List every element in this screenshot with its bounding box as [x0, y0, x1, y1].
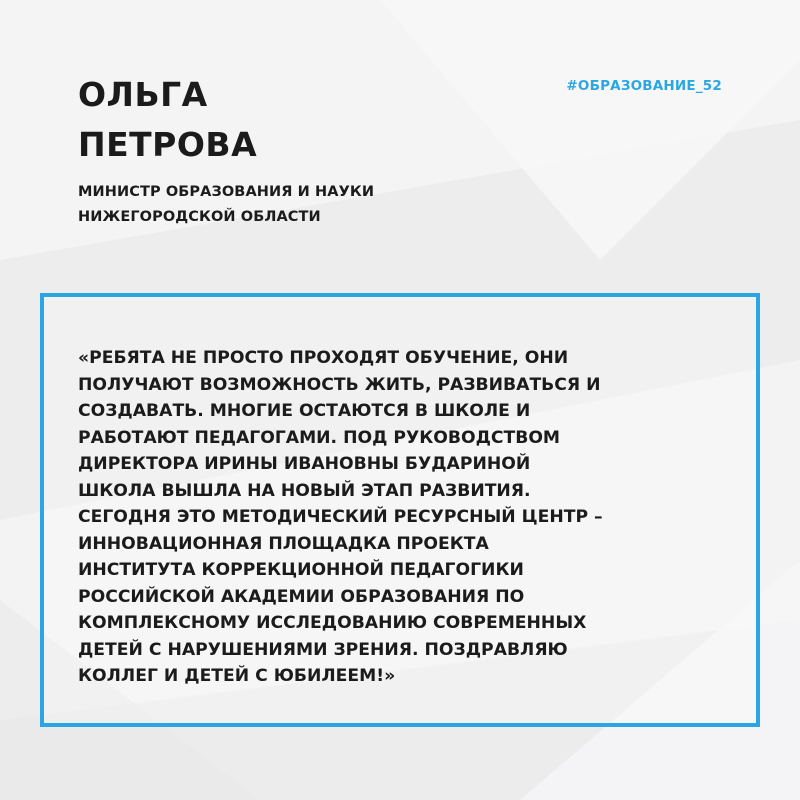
quote-line: КОЛЛЕГ И ДЕТЕЙ С ЮБИЛЕЕМ!» [78, 666, 396, 686]
quote-line: РОССИЙСКОЙ АКАДЕМИИ ОБРАЗОВАНИЯ ПО [78, 586, 525, 607]
name-line: ОЛЬГА [78, 75, 208, 114]
position-line: МИНИСТР ОБРАЗОВАНИЯ И НАУКИ [78, 184, 375, 200]
quote-line: ПОЛУЧАЮТ ВОЗМОЖНОСТЬ ЖИТЬ, РАЗВИВАТЬСЯ И [78, 374, 601, 395]
quote-line: КОМПЛЕКСНОМУ ИССЛЕДОВАНИЮ СОВРЕМЕННЫХ [78, 613, 587, 633]
quote-line: ШКОЛА ВЫШЛА НА НОВЫЙ ЭТАП РАЗВИТИЯ. [78, 480, 531, 501]
person-position [78, 180, 538, 230]
hashtag: #ОБРАЗОВАНИЕ_52 [566, 78, 722, 94]
quote-line: «РЕБЯТА НЕ ПРОСТО ПРОХОДЯТ ОБУЧЕНИЕ, ОНИ [78, 348, 569, 368]
quote-line: РАБОТАЮТ ПЕДАГОГАМИ. ПОД РУКОВОДСТВОМ [78, 427, 561, 448]
quote-line: ИНСТИТУТА КОРРЕКЦИОННОЙ ПЕДАГОГИКИ [78, 560, 524, 580]
position-line: НИЖЕГОРОДСКОЙ ОБЛАСТИ [78, 209, 321, 225]
quote-line: ИННОВАЦИОННАЯ ПЛОЩАДКА ПРОЕКТА [78, 533, 489, 554]
name-line: ПЕТРОВА [78, 125, 258, 164]
quote-line: ДИРЕКТОРА ИРИНЫ ИВАНОВНЫ БУДАРИНОЙ [78, 454, 531, 474]
quote-line: ДЕТЕЙ С НАРУШЕНИЯМИ ЗРЕНИЯ. ПОЗДРАВЛЯЮ [78, 639, 568, 660]
person-name [78, 70, 498, 170]
quote-line: СЕГОДНЯ ЭТО МЕТОДИЧЕСКИЙ РЕСУРСНЫЙ ЦЕНТР – [78, 507, 603, 527]
quote-frame [40, 293, 760, 727]
quote-line: СОЗДАВАТЬ. МНОГИЕ ОСТАЮТСЯ В ШКОЛЕ И [78, 401, 531, 421]
quote-text [78, 345, 728, 690]
